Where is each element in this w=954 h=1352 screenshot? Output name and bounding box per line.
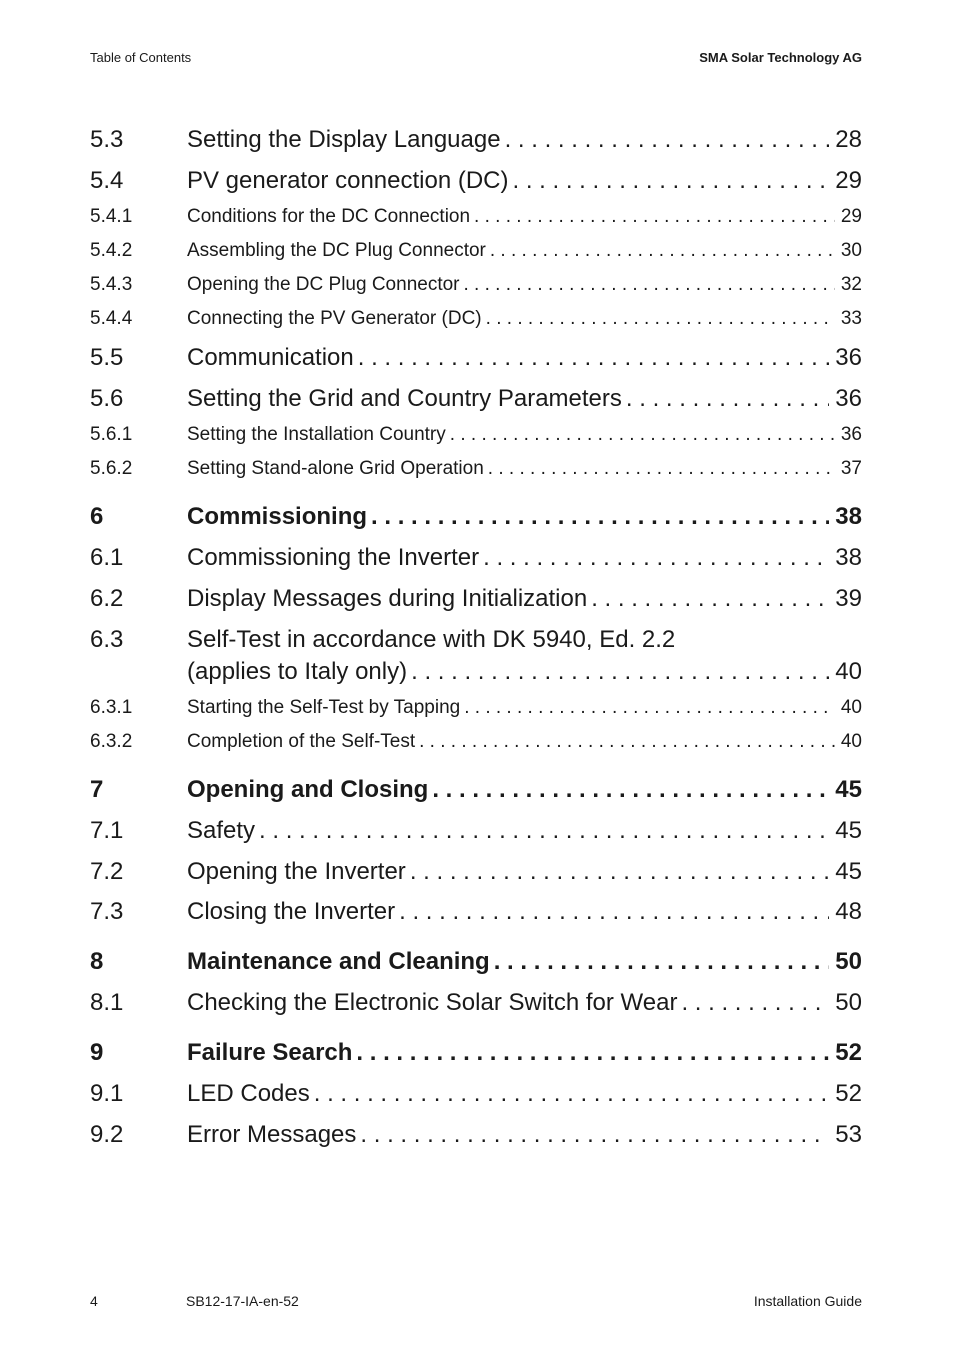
running-header-left: Table of Contents	[90, 50, 192, 65]
toc-entry-title: Opening and Closing	[187, 776, 432, 804]
toc-entry-title: Starting the Self-Test by Tapping	[187, 697, 464, 719]
toc-leader-dots	[474, 206, 835, 228]
toc-entry-number: 7	[90, 776, 104, 803]
toc-entry-title: Error Messages	[187, 1121, 360, 1149]
toc-leader-dots	[494, 948, 830, 976]
toc-leader-dots	[486, 308, 835, 330]
toc-entry-page: 52	[829, 1039, 862, 1067]
toc-entry-number: 6.2	[90, 585, 124, 612]
toc-entry-title: Maintenance and Cleaning	[187, 948, 494, 976]
toc-leader-dots	[360, 1121, 829, 1149]
toc-entry-page: 36	[829, 385, 862, 413]
toc-leader-dots	[591, 585, 829, 613]
toc-entry-title: Setting Stand-alone Grid Operation	[187, 458, 488, 480]
toc-entry-page: 40	[829, 658, 862, 686]
toc-entry-number: 9.1	[90, 1080, 124, 1107]
toc-entry-title: Commissioning the Inverter	[187, 544, 483, 572]
toc-entry-title: Setting the Grid and Country Parameters	[187, 385, 626, 413]
toc-entry-title: PV generator connection (DC)	[187, 167, 513, 195]
toc-entry-page: 50	[829, 989, 862, 1017]
toc-entry-page: 53	[829, 1121, 862, 1149]
toc-entry-title: Closing the Inverter	[187, 898, 399, 926]
toc-entry-title: (applies to Italy only)	[187, 658, 411, 686]
toc-entry-page: 48	[829, 898, 862, 926]
toc-entry-page: 45	[829, 817, 862, 845]
toc-entry-number: 8	[90, 948, 104, 975]
toc-entry-number: 5.6.2	[90, 458, 133, 479]
toc-leader-dots	[411, 658, 829, 686]
toc-entry-number: 9.2	[90, 1121, 124, 1148]
toc-entry-number: 8.1	[90, 989, 124, 1016]
toc-entry-page: 40	[835, 731, 862, 753]
toc-entry-page: 39	[829, 585, 862, 613]
toc-entry-number: 5.4	[90, 167, 124, 194]
toc-entry-number: 9	[90, 1039, 104, 1066]
toc-entry-page: 32	[835, 274, 862, 296]
toc-entry-page: 45	[829, 858, 862, 886]
toc-entry-title: Display Messages during Initialization	[187, 585, 591, 613]
toc-entry-page: 33	[835, 308, 862, 330]
toc-entry-number: 5.4.2	[90, 240, 133, 261]
toc-entry-number: 7.1	[90, 817, 124, 844]
toc-leader-dots	[419, 731, 835, 753]
toc-entry-title: Failure Search	[187, 1039, 356, 1067]
toc-leader-dots	[626, 385, 829, 413]
footer-page-number: 4	[90, 1293, 98, 1309]
toc-entry-title: Assembling the DC Plug Connector	[187, 240, 490, 262]
toc-entry-title: Connecting the PV Generator (DC)	[187, 308, 486, 330]
toc-leader-dots	[314, 1080, 830, 1108]
toc-entry-title: Communication	[187, 344, 358, 372]
toc-leader-dots	[505, 126, 830, 154]
toc-leader-dots	[356, 1039, 829, 1067]
toc-entry-title: Opening the DC Plug Connector	[187, 274, 464, 296]
toc-entry-title: Setting the Installation Country	[187, 424, 450, 446]
toc-entry-page: 45	[829, 776, 862, 804]
toc-entry-page: 37	[835, 458, 862, 480]
toc-leader-dots	[432, 776, 829, 804]
toc-entry-number: 6.3.1	[90, 697, 133, 718]
toc-entry-number: 6.3.2	[90, 731, 133, 752]
toc-entry-title: Checking the Electronic Solar Switch for Wear	[187, 989, 681, 1017]
toc-entry-page: 29	[829, 167, 862, 195]
toc-entry-number: 6	[90, 503, 104, 530]
toc-leader-dots	[464, 697, 835, 719]
toc-entry-page: 38	[829, 503, 862, 531]
running-header-right: SMA Solar Technology AG	[699, 50, 862, 65]
toc-entry-title: Completion of the Self-Test	[187, 731, 419, 753]
toc-entry-page: 36	[829, 344, 862, 372]
toc-leader-dots	[259, 817, 829, 845]
toc-entry-page: 38	[829, 544, 862, 572]
toc-entry-title: Safety	[187, 817, 259, 845]
toc-leader-dots	[681, 989, 829, 1017]
toc-leader-dots	[483, 544, 829, 572]
toc-entry-number: 5.5	[90, 344, 124, 371]
toc-entry-number: 5.6.1	[90, 424, 133, 445]
toc-leader-dots	[490, 240, 835, 262]
toc-entry-title: Opening the Inverter	[187, 858, 410, 886]
toc-leader-dots	[410, 858, 829, 886]
toc-leader-dots	[488, 458, 835, 480]
toc-entry-title: Self-Test in accordance with DK 5940, Ed. 2.2	[187, 626, 679, 654]
toc-entry-number: 7.3	[90, 898, 124, 925]
toc-entry-page: 40	[835, 697, 862, 719]
footer-doc-type: Installation Guide	[753, 1293, 862, 1309]
toc-entry-title: Setting the Display Language	[187, 126, 505, 154]
toc-entry-page: 36	[835, 424, 862, 446]
toc-leader-dots	[464, 274, 835, 296]
toc-entry-title: LED Codes	[187, 1080, 314, 1108]
toc-leader-dots	[371, 503, 829, 531]
toc-entry-number: 7.2	[90, 858, 124, 885]
toc-entry-title: Conditions for the DC Connection	[187, 206, 474, 228]
footer-doc-code: SB12-17-IA-en-52	[186, 1293, 299, 1309]
toc-entry-page: 30	[835, 240, 862, 262]
toc-entry-number: 5.4.1	[90, 206, 133, 227]
toc-leader-dots	[513, 167, 830, 195]
toc-entry-page: 50	[829, 948, 862, 976]
toc-entry-number: 5.3	[90, 126, 124, 153]
toc-entry-number: 6.1	[90, 544, 124, 571]
toc-entry-number: 5.6	[90, 385, 124, 412]
toc-leader-dots	[358, 344, 830, 372]
toc-entry-title: Commissioning	[187, 503, 371, 531]
toc-entry-number: 5.4.4	[90, 308, 133, 329]
toc-entry-page: 52	[829, 1080, 862, 1108]
toc-entry-number: 6.3	[90, 626, 124, 653]
toc-entry-page: 28	[829, 126, 862, 154]
toc-entry-number: 5.4.3	[90, 274, 133, 295]
toc-leader-dots	[450, 424, 835, 446]
toc-entry-page: 29	[835, 206, 862, 228]
toc-leader-dots	[399, 898, 829, 926]
